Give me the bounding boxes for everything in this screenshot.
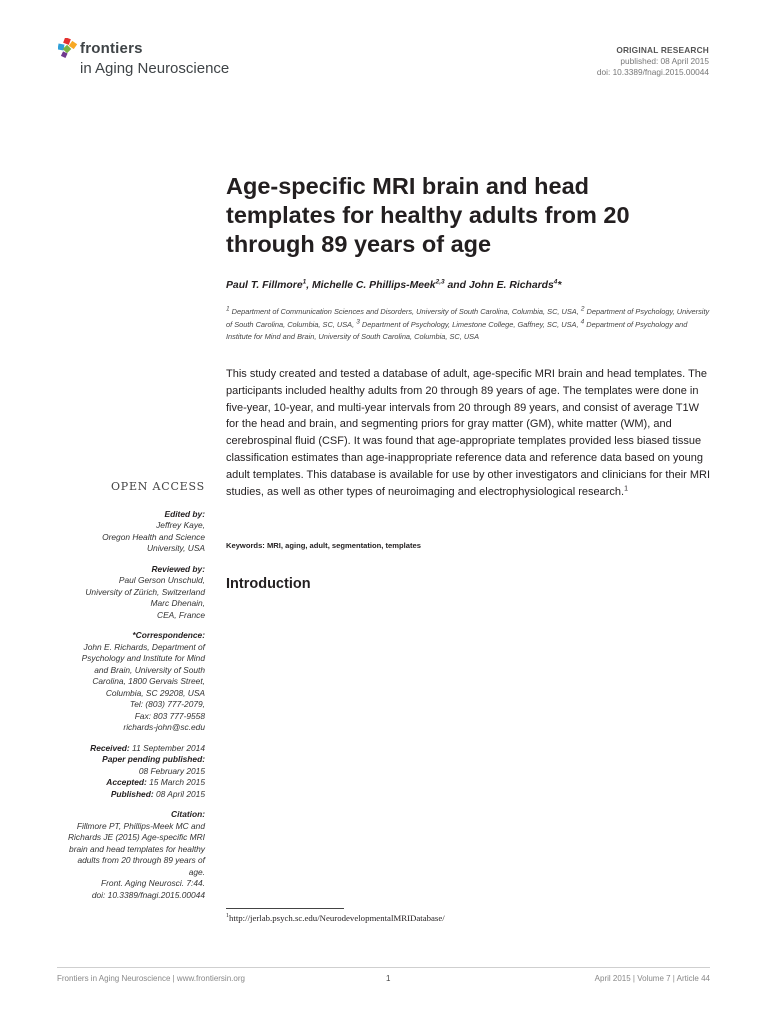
journal-name: in Aging Neuroscience [80,60,230,77]
keywords-label: Keywords: [226,541,265,550]
affiliation-text: Department of Communication Sciences and Disorders, University of South Carolina, Columbia, SC, USA, [229,307,581,316]
article-type: ORIGINAL RESEARCH [616,45,709,55]
reviewer-line: Marc Dhenain, [150,598,205,608]
correspondence-line: Psychology and Institute for Mind [81,653,205,663]
affiliation-text: Department of Psychology, University of South Carolina, Columbia, SC, USA, [226,307,710,329]
citation-line: adults from 20 through 89 years of [77,855,205,865]
reviewer-line: Paul Gerson Unschuld, [118,575,205,585]
footer-issue-info: April 2015 | Volume 7 | Article 44 [594,974,710,983]
reviewed-by-label: Reviewed by: [151,563,205,574]
correspondence-line: Carolina, 1800 Gervais Street, [92,676,205,686]
citation-line: brain and head templates for healthy [69,843,205,854]
article-doi[interactable]: doi: 10.3389/fnagi.2015.00044 [596,67,709,77]
abstract [226,366,711,500]
affiliations [226,306,711,344]
keywords [226,541,711,550]
citation-line: Fillmore PT, Phillips-Meek MC and [76,820,205,831]
article-title: Age-specific MRI brain and head templates for healthy adults from 20 through 89 years of age [226,173,630,257]
author-conjunction: and [447,280,467,291]
affiliation-mark: 3 [356,318,360,326]
affiliation-text: Department of Psychology and Institute for Mind and Brain, University of South Carolina, Columbia, SC, USA [226,319,688,341]
editor-line: University, USA [146,543,205,553]
pending-date: 08 February 2015 [138,765,205,776]
article-meta [597,45,709,78]
footnote-link[interactable]: http://jerlab.psych.sc.edu/NeurodevelopmentalMRIDatabase/ [229,913,445,923]
correspondence-line: and Brain, University of South [94,664,205,675]
correspondence-line: richards-john@sc.edu [123,722,205,732]
pending-label: Paper pending published: [102,754,205,764]
published-date-sidebar: Published: 08 April 2015 [110,788,205,799]
open-access-badge: OPEN ACCESS [110,480,205,493]
correspondence-line: Tel: (803) 777-2079, [129,699,205,709]
footer-divider [57,967,710,968]
accepted-date: Accepted: 15 March 2015 [106,777,205,787]
footnote [226,913,445,923]
author-affiliation-mark: 2,3 [435,278,445,286]
reviewer-line: CEA, France [157,609,205,620]
footnote-divider [226,908,344,909]
citation-line: Front. Aging Neurosci. 7:44. [101,878,205,888]
editor-info [25,520,205,555]
reviewer-line: University of Zürich, Switzerland [85,586,205,597]
footer-journal-link[interactable]: Frontiers in Aging Neuroscience | www.frontiersin.org [57,974,245,983]
reviewer-info [25,575,205,621]
author-affiliation-mark: 4 [553,278,558,286]
affiliation-text: Department of Psychology, Limestone College, Gaffney, SC, USA, [359,319,581,329]
footnote-mark[interactable]: 1 [624,484,628,492]
correspondence-line: Fax: 803 777-9558 [134,710,205,721]
article-info-sidebar [25,481,205,901]
author-list [226,280,696,291]
correspondence-info [25,642,205,734]
corresponding-mark: * [557,280,562,291]
author-affiliation-mark: 1 [302,278,307,286]
logo-wordmark: frontiers [80,40,143,57]
section-heading-introduction: Introduction [226,576,311,592]
page-number: 1 [386,974,391,983]
published-date: published: 08 April 2015 [620,56,709,66]
correspondence-line: Columbia, SC 29208, USA [105,687,205,698]
affiliation-mark: 4 [580,318,585,326]
footnote-number: 1 [226,913,229,920]
citation-info [25,821,205,902]
correspondence-label: *Correspondence: [132,630,205,640]
affiliation-mark: 2 [580,305,585,313]
citation-line: doi: 10.3389/fnagi.2015.00044 [91,889,205,900]
frontiers-logo-icon [58,38,80,60]
edited-by-label: Edited by: [164,508,205,519]
journal-logo[interactable] [58,38,258,82]
author-separator: , [306,280,310,291]
author-name[interactable]: Paul T. Fillmore [226,280,303,291]
citation-line: Richards JE (2015) Age-specific MRI [68,832,205,842]
correspondence-line: John E. Richards, Department of [83,641,205,652]
affiliation-mark: 1 [226,305,230,313]
editor-line: Jeffrey Kaye, [156,520,205,530]
author-name[interactable]: Michelle C. Phillips-Meek [312,280,436,291]
keywords-text: MRI, aging, adult, segmentation, templates [266,541,421,550]
received-date: Received: 11 September 2014 [90,742,205,753]
citation-line: age. [188,866,205,877]
author-name[interactable]: John E. Richards [468,280,554,291]
abstract-text: This study created and tested a database of adult, age-specific MRI brain and head templates. The participants included healthy adults from 20 through 89 years of age. The templates were done in five-year, 10-year, and multi-year intervals from 20 through 89 years, and consist of average T1W for the head and brain, and segmenting priors for gray matter (GM), white matter (WM), and cerebrospinal fluid (CSF). It was found that age-appropriate templates provided less biased tissue classification estimates than age-inappropriate reference data and reference data based on young adult templates. This database is available for use by other investigators and clinicians for their MRI studies, as well as other types of neuroimaging and electrophysiological research. [226,368,711,498]
citation-label: Citation: [171,809,205,819]
editor-line: Oregon Health and Science [102,531,205,542]
